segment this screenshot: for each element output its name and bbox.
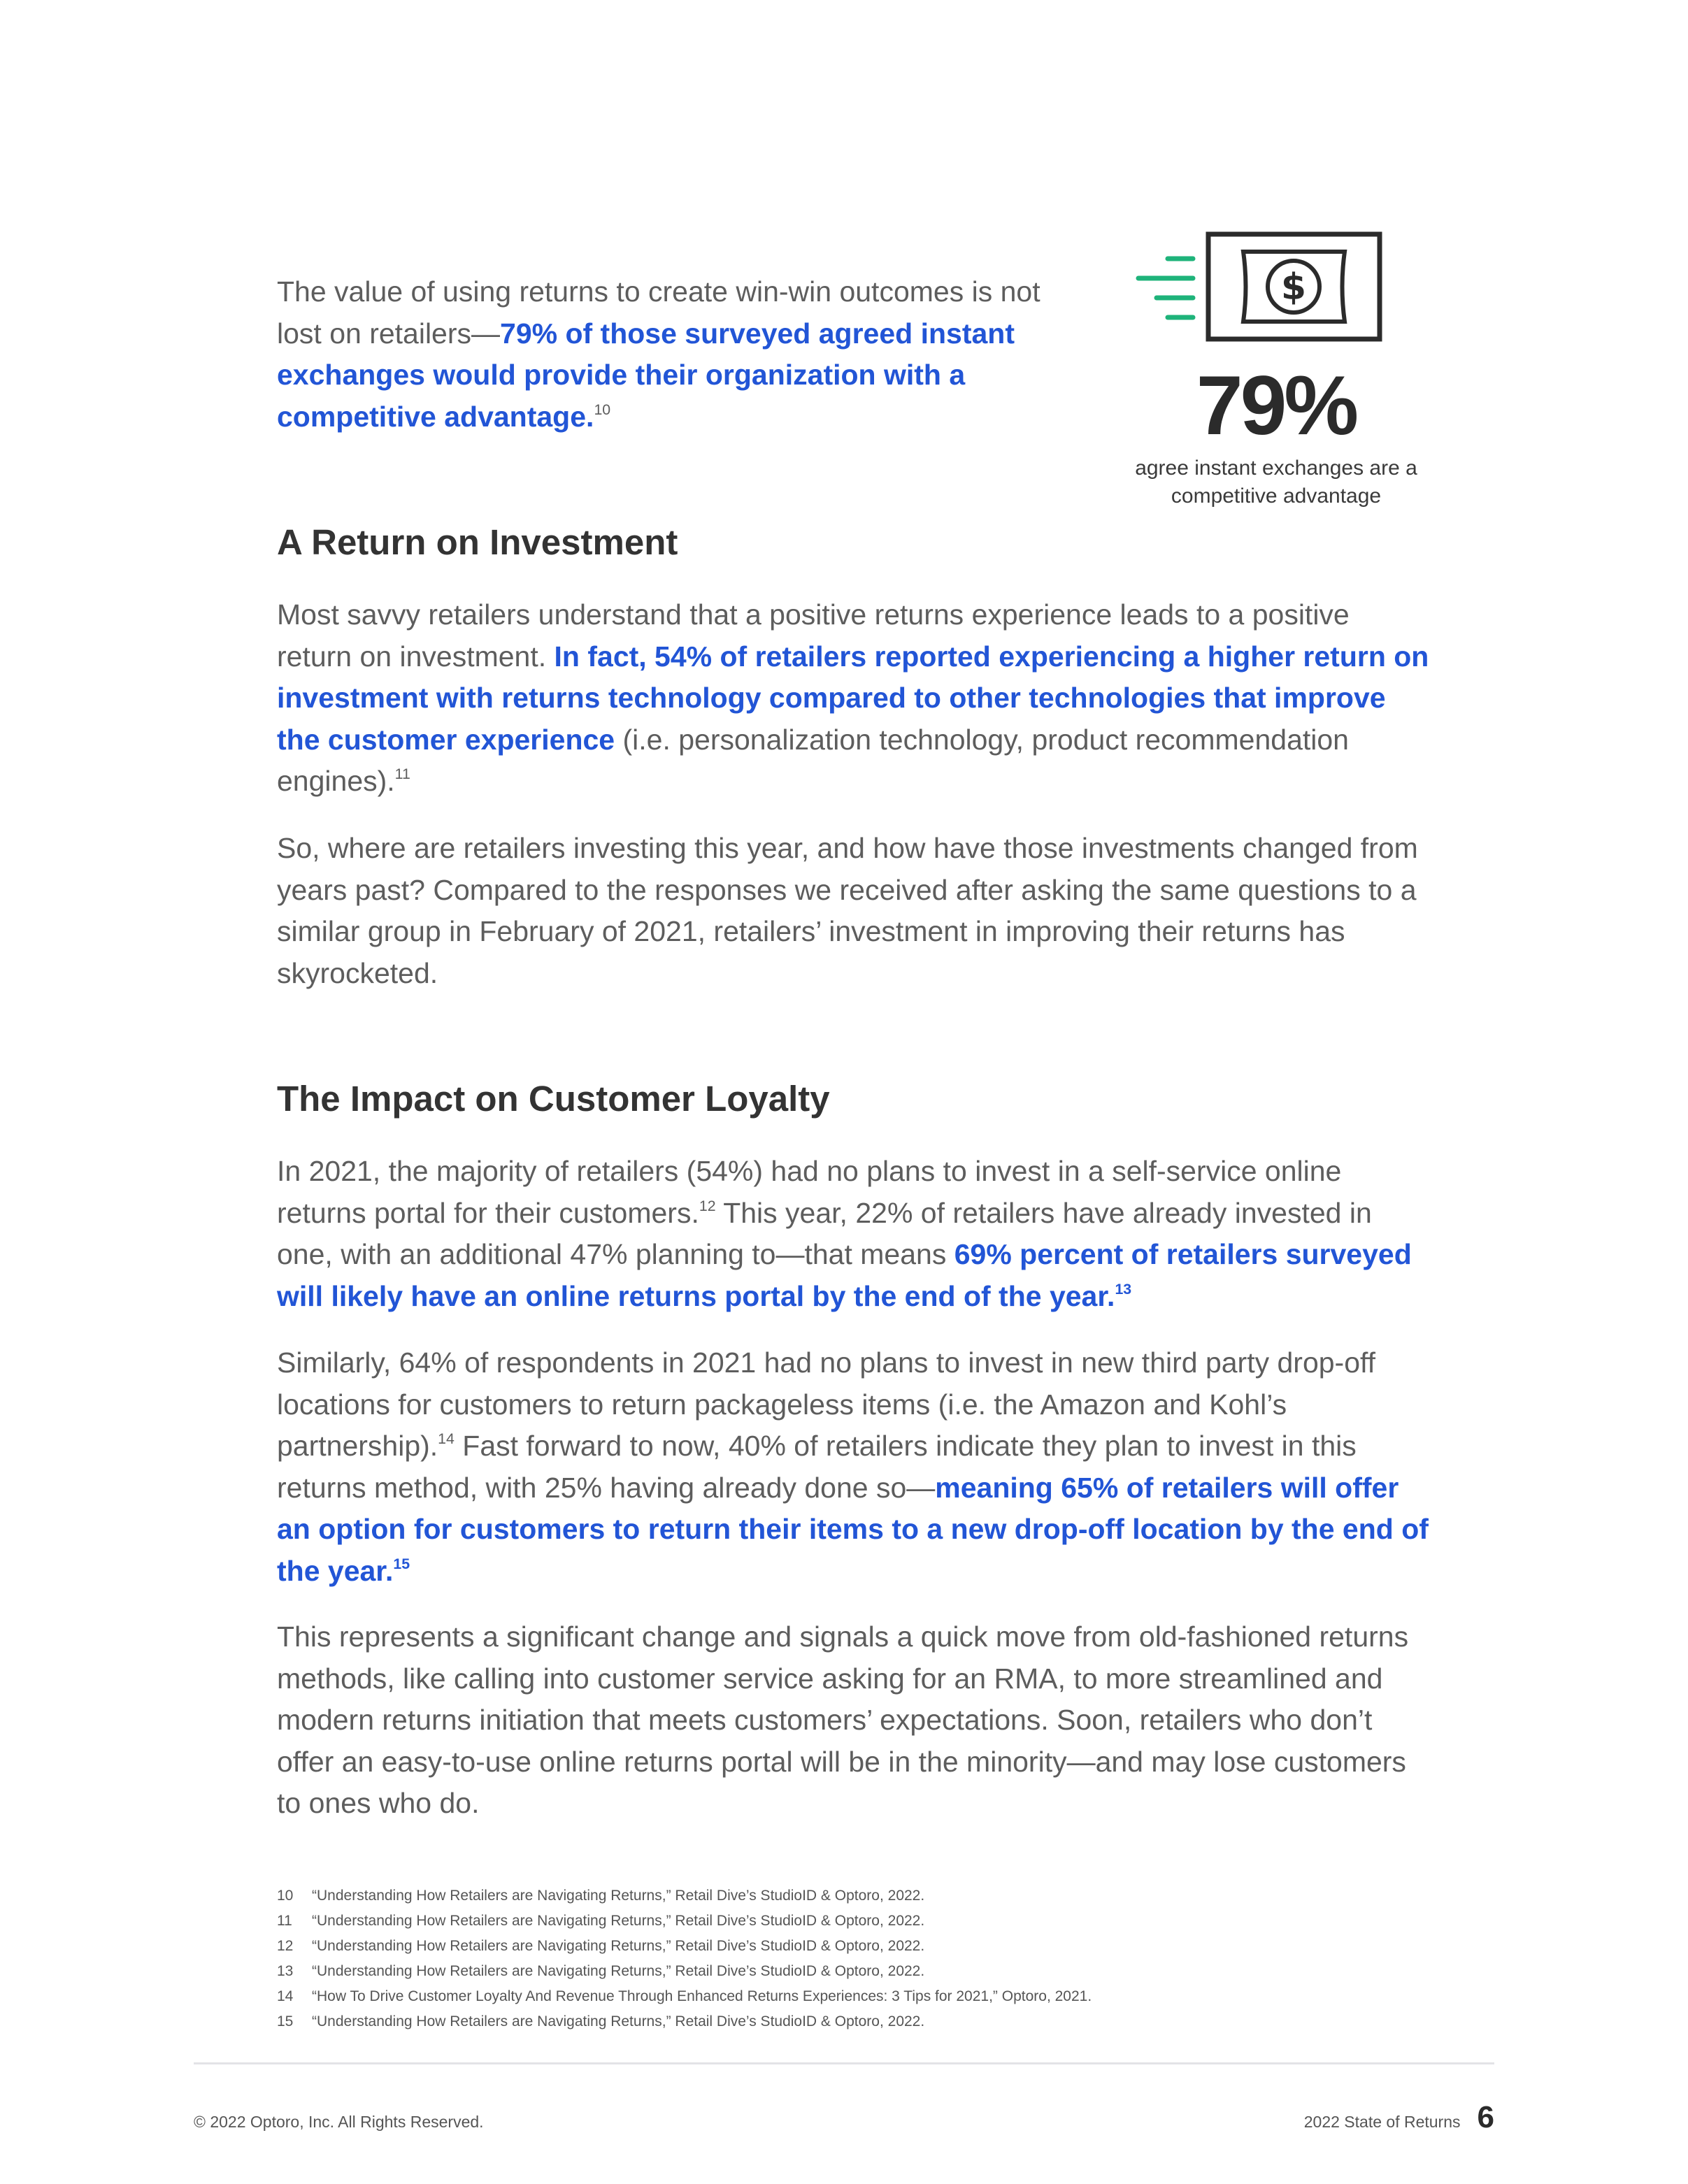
footnote-ref: 15 xyxy=(393,1555,410,1572)
stat-value: 79% xyxy=(1196,359,1357,452)
roi-highlight: In fact, 54% of retailers reported experiencing a higher return on investment with returns technology compared to other technologies that improve the customer experience xyxy=(277,640,1429,756)
loyalty-highlight-2: meaning 65% of retailers will offer an option for customers to return their items to a new drop-off location by the end of the year. xyxy=(277,1471,1429,1587)
footnote-item: 14 “How To Drive Customer Loyalty And Revenue Through Enhanced Returns Experiences: 3 Tips for 2021,” Optoro, 2021. xyxy=(277,1988,1092,2004)
footer-divider xyxy=(194,2062,1494,2064)
footnote-item: 12 “Understanding How Retailers are Navigating Returns,” Retail Dive’s StudioID & Optoro, 2022. xyxy=(277,1938,925,1954)
footnote-item: 11 “Understanding How Retailers are Navigating Returns,” Retail Dive’s StudioID & Optoro, 2022. xyxy=(277,1913,925,1929)
intro-highlight: 79% of those surveyed agreed instant exchanges would provide their organization with a competitive advantage. xyxy=(277,317,1015,433)
footnotes-list xyxy=(277,1883,1431,2034)
roi-paragraph-1: Most savvy retailers understand that a positive returns experience leads to a positive return on investment. In fact, 54% of retailers reported experiencing a higher return on investment with returns technology compared to other technologies that improve the customer experience (i.e. personalization technology, product recommendation engines).$^{11}$ xyxy=(277,598,1429,797)
stat-caption: agree instant exchanges are a competitive advantage xyxy=(1135,457,1417,508)
loyalty-paragraph-3: This represents a significant change and signals a quick move from old-fashioned returns methods, like calling into customer service asking for an RMA, to more streamlined and modern returns initiation that meets customers’ expectations. Soon, retailers who don’t offer an easy-to-use online returns portal will be in the minority—and may lose customers to ones who do. xyxy=(277,1621,1409,1819)
intro-text: The value of using returns to create win-win outcomes is not lost on retailers— xyxy=(277,275,1040,350)
footnote-ref: 14 xyxy=(438,1430,455,1448)
intro-paragraph xyxy=(277,271,1088,438)
section-heading-roi: A Return on Investment xyxy=(277,522,678,562)
roi-paragraph-2: So, where are retailers investing this year, and how have those investments changed from years past? Compared to the responses we received after asking the same questions to a similar group in February of 2021, retailers’ investment in improving their returns has skyrocketed. xyxy=(277,832,1418,989)
page-number: 6 xyxy=(1477,2100,1494,2134)
footnote-item: 10 “Understanding How Retailers are Navigating Returns,” Retail Dive’s StudioID & Optoro, 2022. xyxy=(277,1888,925,1904)
footer-right xyxy=(1304,2100,1494,2135)
footnote-ref: 13 xyxy=(1115,1280,1132,1298)
svg-text:$: $ xyxy=(1280,266,1307,308)
copyright-text: © 2022 Optoro, Inc. All Rights Reserved. xyxy=(194,2113,484,2131)
section-heading-loyalty: The Impact on Customer Loyalty xyxy=(277,1079,830,1119)
stat-callout xyxy=(1112,231,1440,517)
report-title: 2022 State of Returns xyxy=(1303,2113,1461,2131)
footnote-item: 13 “Understanding How Retailers are Navigating Returns,” Retail Dive’s StudioID & Optoro, 2022. xyxy=(277,1963,925,1979)
footnote-item: 15 “Understanding How Retailers are Navigating Returns,” Retail Dive’s StudioID & Optoro, 2022. xyxy=(277,2013,925,2029)
loyalty-paragraph-1: In 2021, the majority of retailers (54%) had no plans to invest in a self-service online returns portal for their customers.$^{12}$ This year, 22% of retailers have already invested in one, with an additional 47% planning to—that means 69% percent of retailers surveyed will likely have an online returns portal by the end of the year.$^{13}$ xyxy=(277,1155,1412,1312)
footnote-ref: 11 xyxy=(394,766,410,783)
loyalty-paragraph-2: Similarly, 64% of respondents in 2021 had no plans to invest in new third party drop-off locations for customers to return packageless items (i.e. the Amazon and Kohl’s partnership).$^{14}$ Fast forward to now, 40% of retailers indicate they plan to invest in this returns method, with 25% having already done so—meaning 65% of retailers will offer an option for customers to return their items to a new drop-off location by the end of the year.$^{15}$ xyxy=(277,1346,1429,1587)
money-bill-icon xyxy=(1131,231,1425,346)
loyalty-highlight-1: 69% percent of retailers surveyed will likely have an online returns portal by the end of the year. xyxy=(277,1238,1412,1312)
footnote-ref: 12 xyxy=(699,1197,716,1214)
footnote-ref: 10 xyxy=(594,401,611,418)
